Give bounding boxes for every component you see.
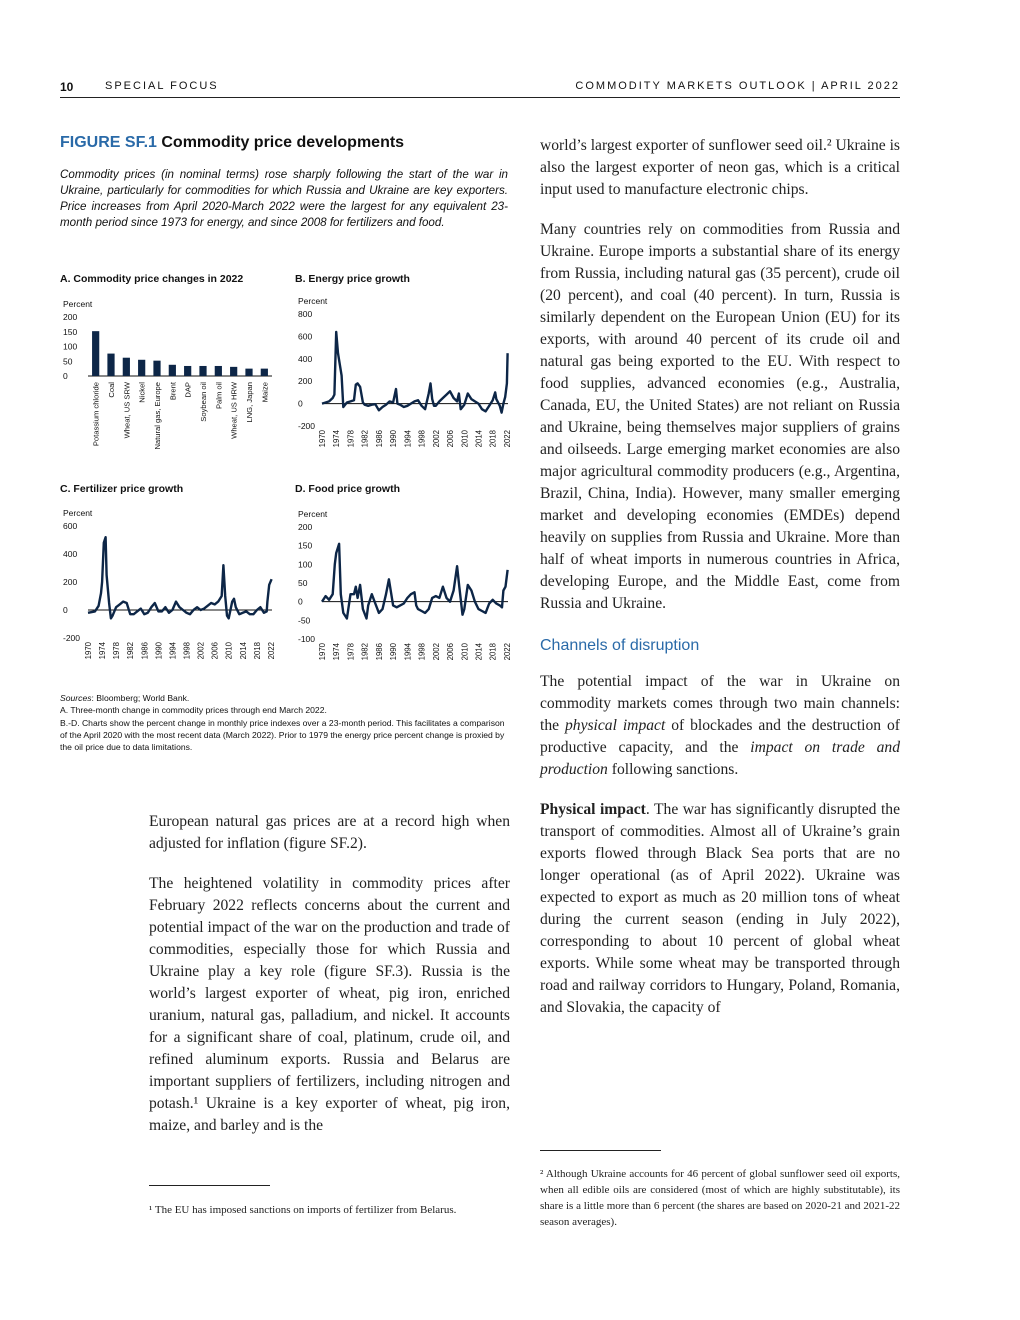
x-tick-label: 1990 [389,643,399,661]
y-tick-label: 200 [63,577,78,587]
bar [138,360,145,376]
x-tick-label: 1994 [403,430,413,448]
y-tick-label: -100 [298,634,316,644]
paragraph [540,799,900,1019]
x-tick-label: 1970 [84,642,93,660]
y-tick-label: -200 [63,633,81,643]
bar [230,367,237,376]
y-tick-label: 150 [63,326,78,337]
x-tick-label: 1982 [126,642,136,660]
x-tick-label: 1978 [346,430,356,448]
figure-subtitle: Commodity prices (in nominal terms) rose sharply following the start of the war in Ukraine, particularly for commodities for which Russia and Ukraine are key exporters. Price increases from April 2020-March 2022 were the largest for any equivalent 23-month period since 1973 for energy, and since 2008 for fertilizers and food. [60,168,508,229]
x-tick-label: 2006 [210,642,220,660]
chart-c-title: C. Fertilizer price growth [60,483,184,495]
text: following sanctions. [607,761,739,778]
x-tick-label: LNG, Japan [245,382,254,423]
x-tick-label: 1986 [140,642,150,660]
x-tick-label: 2002 [196,642,206,660]
note-bd: B.-D. Charts show the percent change in monthly price indexes over a 23-month period. This facilitates a comparison of the April 2020 with the most recent data (March 2022). Prior to 1979 the energy price percent change is proxied by the oil price due to data limitations. [60,717,505,753]
x-tick-label: Coal [107,382,116,398]
x-tick-label: 2018 [488,643,498,661]
bar [107,354,114,376]
x-tick-label: 2022 [502,643,512,661]
paragraph: Many countries rely on commodities from Russia and Ukraine. Europe imports a substantial share of its energy from Russia, including natural gas (35 percent), crude oil (20 percent), and coal (40 percent). In turn, Russia is similarly dependent on the European Union (EU) for its exports, with around 40 percent of its crude oil and natural gas being exported to the EU. With respect to food supplies, advanced economies (e.g., Australia, Canada, EU, the United States) are not reliant on Russia and Ukraine, being themselves major suppliers of grains and oilseeds. Large emerging market economies are also major agricultural commodity producers (e.g., Argentina, Brazil, China, India). However, many smaller emerging market and developing economies (EMDEs) depend heavily on supplies from Russia and Ukraine. More than half of wheat imports in numerous countries in Africa, developing Europe, and the Middle East, come from Russia and Ukraine. [540,221,900,612]
x-tick-label: Palm oil [214,382,224,410]
x-tick-label: 1986 [374,430,384,448]
x-tick-label: 2018 [488,430,498,448]
left-column [149,811,510,1155]
text: . The war has significantly disrupted the transport of commodities. Almost all of Ukraine’s grain exports flowed through Black Sea ports that are no longer operational (as of April 2022). Ukraine was expected to export as much as 20 million tons of wheat during the current season (ending in July 2022), corresponding to about 10 percent of global wheat exports. While some wheat may be transported through road and railway corridors to Hungary, Poland, Romania, and Slovakia, the capacity of [540,801,900,1016]
paragraph: world’s largest exporter of sunflower seed oil.² Ukraine is also the largest exporter of neon gas, which is a critical input used to manufacture electronic chips. [540,137,900,198]
figure-label: FIGURE SF.1 [60,134,157,151]
footnote-rule [149,1185,270,1186]
text: of blockades and the destruction of productive capacity, and the [540,717,900,756]
x-tick-label: Nickel [137,382,147,403]
footnote-2: ² Although Ukraine accounts for 46 percent of global sunflower seed oil exports, when all edible oils are considered (most of which are highly substitutable), its share is a little more than 6 percent (the shares are based on 2020-21 and 2021-22 season averages). [540,1168,900,1228]
x-tick-label: Wheat, US HRW [229,382,239,439]
x-tick-label: 2010 [460,643,470,661]
x-tick-label: 2010 [224,642,234,660]
chart-a-title: A. Commodity price changes in 2022 [60,273,244,285]
x-tick-label: 1994 [403,643,413,661]
x-tick-label: 1998 [182,642,192,660]
x-tick-label: 1994 [168,642,178,660]
sources-text: : Bloomberg; World Bank. [91,693,190,703]
x-tick-label: 1974 [98,642,108,660]
x-tick-label: 2002 [431,643,441,661]
x-tick-label: 1982 [360,430,370,448]
x-tick-label: 1970 [318,643,327,661]
x-tick-label: 1990 [154,642,164,660]
x-tick-label: 2014 [238,642,248,660]
y-tick-label: 200 [63,312,78,322]
x-tick-label: Wheat, US SRW [122,382,132,439]
bar [261,369,268,376]
y-tick-label: 0 [298,398,303,409]
x-tick-label: 2018 [252,642,262,660]
x-tick-label: 1974 [332,430,342,448]
bar [199,366,206,376]
y-tick-label: 50 [298,578,308,588]
figure-name: Commodity price developments [161,134,405,151]
bar [184,366,191,376]
page-number: 10 [60,80,74,94]
x-tick-label: Maize [260,382,270,403]
x-tick-label: 1998 [417,430,427,448]
x-tick-label: Brent [168,382,178,401]
y-axis-label: Percent [63,508,93,518]
text: The potential impact of the war in Ukraine on commodity markets comes through two main channels: the [540,673,900,734]
sources-label: Sources [60,693,92,703]
emphasis: physical impact [564,717,666,734]
bar [92,331,99,376]
paragraph [540,671,900,781]
x-tick-label: 2014 [474,643,484,661]
y-tick-label: 50 [63,356,73,367]
note-a: A. Three-month change in commodity prices through end March 2022. [60,705,327,716]
x-tick-label: 2006 [446,430,456,448]
paragraph: European natural gas prices are at a record high when adjusted for inflation (figure SF.2). [149,813,510,852]
y-tick-label: 800 [298,309,313,319]
y-tick-label: 100 [298,559,313,570]
bar [123,358,130,376]
x-tick-label: 2002 [431,430,441,448]
x-tick-label: 1970 [318,430,327,448]
series-line [88,537,272,618]
bar [215,366,222,376]
y-axis-label: Percent [298,296,328,306]
emphasis: impact on trade and production [540,739,900,778]
x-tick-label: 1974 [332,643,342,661]
footnote-1: ¹ The EU has imposed sanctions on imports of fertilizer from Belarus. [149,1204,457,1216]
y-tick-label: 200 [298,522,313,532]
chart-d-title: D. Food price growth [295,483,400,495]
y-tick-label: 150 [298,540,313,551]
x-tick-label: 1986 [374,643,384,661]
bar [153,361,160,376]
section-label: SPECIAL FOCUS [105,80,219,92]
x-tick-label: Natural gas, Europe [153,382,162,450]
y-tick-label: 400 [298,353,313,364]
y-tick-label: 100 [63,341,78,352]
y-axis-label: Percent [63,299,93,309]
x-tick-label: 2010 [460,430,470,448]
publication-title: COMMODITY MARKETS OUTLOOK | APRIL 2022 [575,80,900,92]
y-tick-label: 600 [298,331,313,342]
bar [169,365,176,376]
y-tick-label: 200 [298,376,313,387]
y-tick-label: 600 [63,521,78,531]
x-tick-label: 2022 [502,430,512,448]
x-tick-label: 1990 [389,430,399,448]
figure-notes [60,692,510,753]
x-tick-label: 1978 [112,642,122,660]
series-line [322,332,508,413]
footnote-rule [540,1150,661,1151]
y-tick-label: -200 [298,421,316,431]
y-tick-label: 400 [63,549,78,559]
x-tick-label: 2022 [266,642,276,660]
x-tick-label: 1982 [360,643,370,661]
y-tick-label: -50 [298,615,311,626]
x-tick-label: 2006 [446,643,456,661]
x-tick-label: Soybean oil [199,382,208,422]
series-line [322,544,508,619]
y-axis-label: Percent [298,509,328,519]
y-tick-label: 0 [63,371,68,381]
x-tick-label: DAP [183,382,193,398]
y-tick-label: 0 [63,605,68,615]
x-tick-label: 2014 [474,430,484,448]
bar [245,369,252,376]
run-in-heading: Physical impact [540,801,646,818]
paragraph: The heightened volatility in commodity prices after February 2022 reflects concerns about the current and potential impact of the war on the production and trade of commodities, especially those for which Russia and Ukraine play a key role (figure SF.3). Russia is the world’s largest exporter of wheat, pig iron, enriched uranium, natural gas, palladium, and nickel. It accounts for a significant share of coal, platinum, crude oil, and refined aluminum exports. Russia and Belarus are important suppliers of fertilizers, including nitrogen and potash.¹ Ukraine is a key exporter of wheat, pig iron, maize, and barley and is the [149,875,510,1134]
x-tick-label: Potassium chloride [91,382,101,447]
chart-b-title: B. Energy price growth [295,273,410,285]
y-tick-label: 0 [298,596,303,607]
section-heading: Channels of disruption [540,637,700,654]
right-column [540,135,900,1037]
x-tick-label: 1998 [417,643,427,661]
x-tick-label: 1978 [346,643,356,661]
